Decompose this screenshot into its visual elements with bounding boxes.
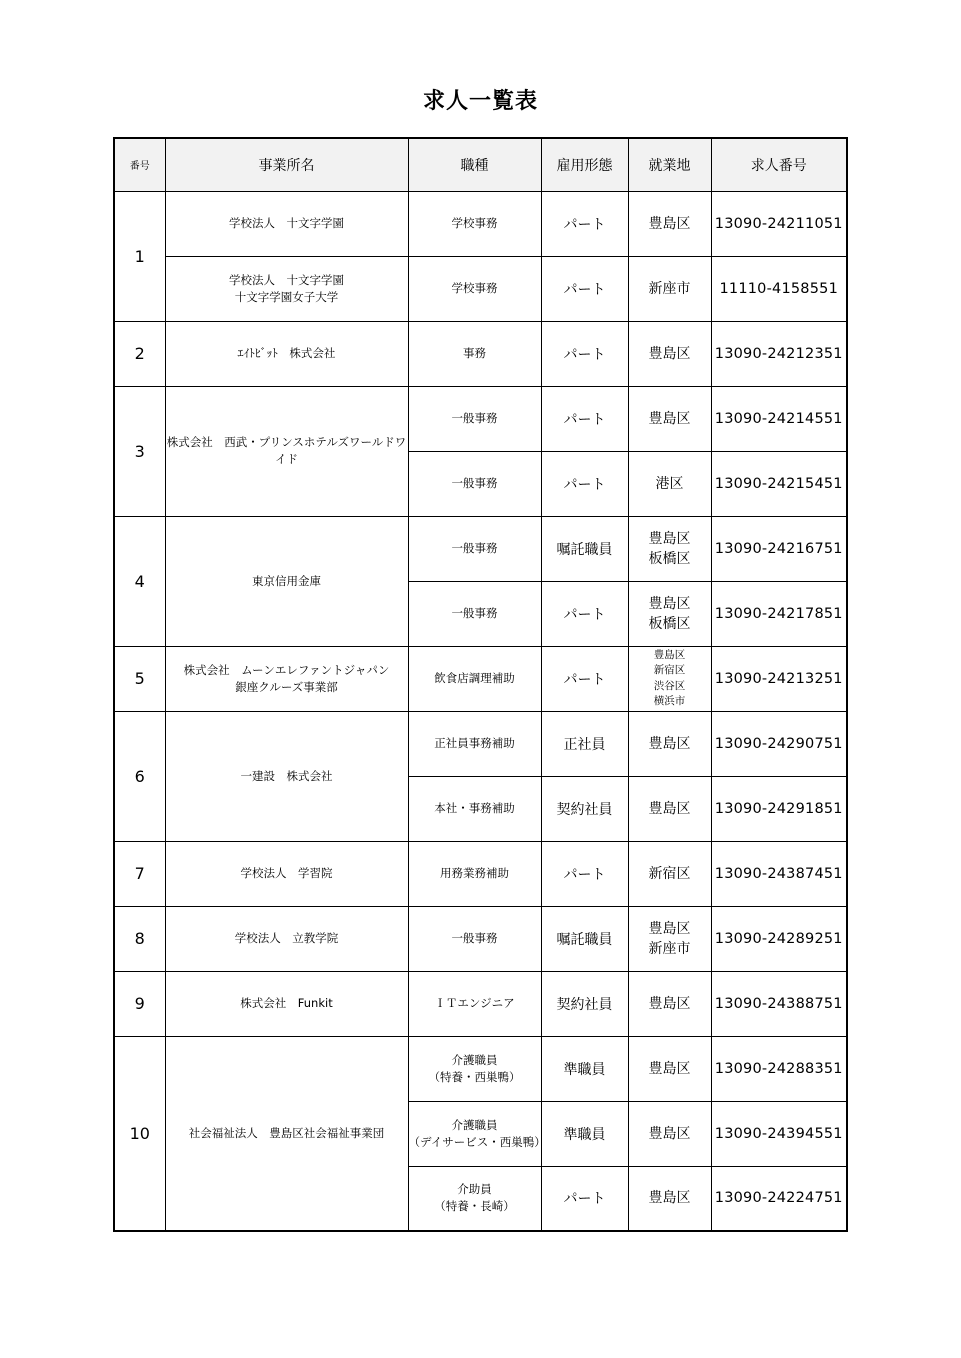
- table-row: [114, 646, 847, 711]
- job-type: 本社・事務補助: [408, 776, 541, 841]
- row-number: 8: [114, 906, 165, 971]
- company-name: 株式会社 西武・プリンスホテルズワールドワイド: [165, 386, 408, 516]
- employment-type: 嘱託職員: [541, 906, 628, 971]
- header-job-type: 職種: [408, 138, 541, 191]
- job-number: 13090-24217851: [711, 581, 847, 646]
- work-location: 豊島区: [628, 1036, 711, 1101]
- job-type: 飲食店調理補助: [408, 646, 541, 711]
- job-type: 学校事務: [408, 191, 541, 256]
- work-location: 豊島区: [628, 386, 711, 451]
- header-employment-type: 雇用形態: [541, 138, 628, 191]
- table-row: [114, 191, 847, 256]
- company-name: 学校法人 学習院: [165, 841, 408, 906]
- work-location: 豊島区: [628, 711, 711, 776]
- table-row: [114, 841, 847, 906]
- company-name: ｴｲﾄﾋﾞｯﾄ 株式会社: [165, 321, 408, 386]
- job-number: 13090-24291851: [711, 776, 847, 841]
- page-title: 求人一覧表: [422, 89, 538, 114]
- job-number: 11110-4158551: [711, 256, 847, 321]
- job-number: 13090-24394551: [711, 1101, 847, 1166]
- work-location: 豊島区: [628, 776, 711, 841]
- company-name: 東京信用金庫: [165, 516, 408, 646]
- company-name: 学校法人 立教学院: [165, 906, 408, 971]
- row-number: 3: [114, 386, 165, 516]
- job-number: 13090-24288351: [711, 1036, 847, 1101]
- header-company: 事業所名: [165, 138, 408, 191]
- work-location: 豊島区: [628, 191, 711, 256]
- work-location: 新宿区: [628, 841, 711, 906]
- job-number: 13090-24213251: [711, 646, 847, 711]
- work-location: 港区: [628, 451, 711, 516]
- header-row: [114, 138, 847, 191]
- company-name: 株式会社 Funkit: [165, 971, 408, 1036]
- job-type: 一般事務: [408, 516, 541, 581]
- row-number: 2: [114, 321, 165, 386]
- work-location: 豊島区: [628, 1166, 711, 1231]
- job-type: 学校事務: [408, 256, 541, 321]
- header-job-number: 求人番号: [711, 138, 847, 191]
- employment-type: パート: [541, 321, 628, 386]
- work-location: 豊島区 新宿区 渋谷区 横浜市: [628, 646, 711, 711]
- table-row: [114, 321, 847, 386]
- table-row: [114, 906, 847, 971]
- company-name: 学校法人 十文字学園: [165, 191, 408, 256]
- job-number: 13090-24214551: [711, 386, 847, 451]
- employment-type: 契約社員: [541, 971, 628, 1036]
- job-type: 介護職員 （特養・西巣鴨）: [408, 1036, 541, 1101]
- table-row: [114, 971, 847, 1036]
- employment-type: パート: [541, 256, 628, 321]
- row-number: 5: [114, 646, 165, 711]
- job-number: 13090-24388751: [711, 971, 847, 1036]
- work-location: 豊島区 板橋区: [628, 581, 711, 646]
- work-location: 豊島区 板橋区: [628, 516, 711, 581]
- company-name: 社会福祉法人 豊島区社会福祉事業団: [165, 1036, 408, 1231]
- work-location: 豊島区: [628, 1101, 711, 1166]
- job-number: 13090-24387451: [711, 841, 847, 906]
- job-number: 13090-24215451: [711, 451, 847, 516]
- employment-type: 準職員: [541, 1101, 628, 1166]
- table-row: [114, 711, 847, 776]
- employment-type: パート: [541, 451, 628, 516]
- job-number: 13090-24289251: [711, 906, 847, 971]
- employment-type: パート: [541, 1166, 628, 1231]
- job-type: 介助員 （特養・長崎）: [408, 1166, 541, 1231]
- employment-type: パート: [541, 581, 628, 646]
- table-row: [114, 256, 847, 321]
- work-location: 豊島区 新座市: [628, 906, 711, 971]
- employment-type: 契約社員: [541, 776, 628, 841]
- job-number: 13090-24216751: [711, 516, 847, 581]
- row-number: 1: [114, 191, 165, 321]
- job-number: 13090-24290751: [711, 711, 847, 776]
- employment-type: パート: [541, 386, 628, 451]
- job-type: 一般事務: [408, 386, 541, 451]
- company-name: 学校法人 十文字学園 十文字学園女子大学: [165, 256, 408, 321]
- job-type: ＩＴエンジニア: [408, 971, 541, 1036]
- table-row: [114, 516, 847, 581]
- employment-type: 正社員: [541, 711, 628, 776]
- job-type: 介護職員 （デイサービス・西巣鴨）: [408, 1101, 541, 1166]
- row-number: 4: [114, 516, 165, 646]
- row-number: 9: [114, 971, 165, 1036]
- header-number: 番号: [114, 138, 165, 191]
- row-number: 10: [114, 1036, 165, 1231]
- company-name: 株式会社 ムーンエレファントジャパン 銀座クルーズ事業部: [165, 646, 408, 711]
- table-row: [114, 1036, 847, 1101]
- company-name: 一建設 株式会社: [165, 711, 408, 841]
- table-row: [114, 386, 847, 451]
- job-number: 13090-24224751: [711, 1166, 847, 1231]
- job-type: 一般事務: [408, 906, 541, 971]
- work-location: 豊島区: [628, 971, 711, 1036]
- job-type: 用務業務補助: [408, 841, 541, 906]
- employment-type: パート: [541, 841, 628, 906]
- employment-type: パート: [541, 646, 628, 711]
- employment-type: 嘱託職員: [541, 516, 628, 581]
- job-listing-table: [113, 137, 848, 1232]
- row-number: 7: [114, 841, 165, 906]
- employment-type: パート: [541, 191, 628, 256]
- job-number: 13090-24212351: [711, 321, 847, 386]
- job-type: 事務: [408, 321, 541, 386]
- header-location: 就業地: [628, 138, 711, 191]
- job-type: 一般事務: [408, 581, 541, 646]
- work-location: 新座市: [628, 256, 711, 321]
- job-type: 一般事務: [408, 451, 541, 516]
- employment-type: 準職員: [541, 1036, 628, 1101]
- job-type: 正社員事務補助: [408, 711, 541, 776]
- work-location: 豊島区: [628, 321, 711, 386]
- job-number: 13090-24211051: [711, 191, 847, 256]
- row-number: 6: [114, 711, 165, 841]
